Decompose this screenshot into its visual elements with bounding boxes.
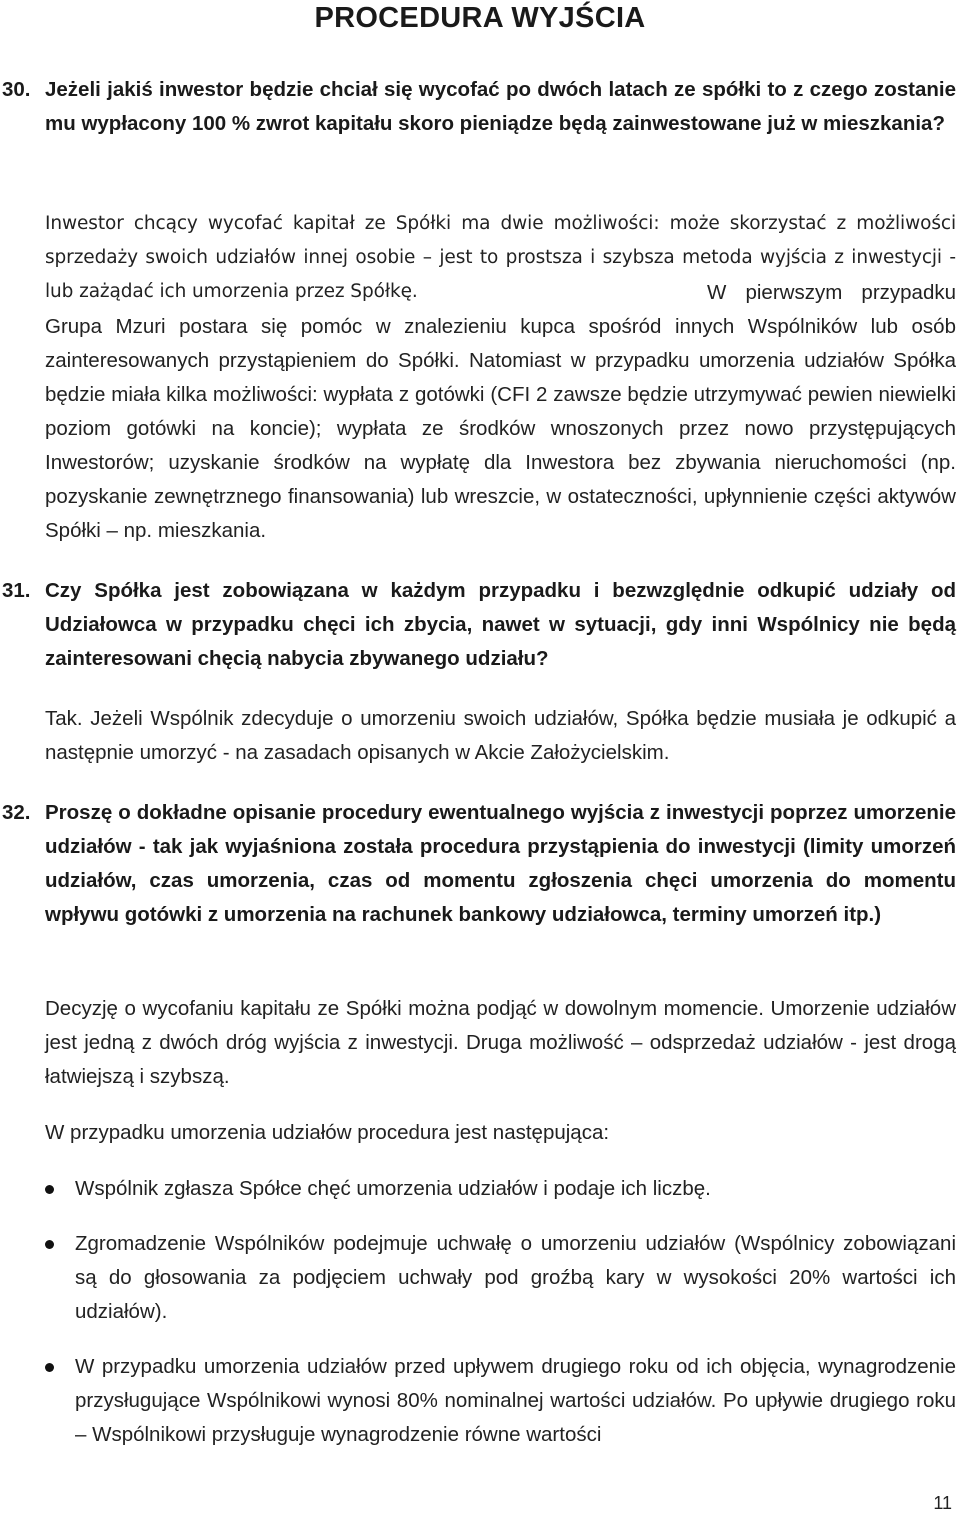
question-text: Czy Spółka jest zobowiązana w każdym przypadku i bezwzględnie odkupić udziały od Udziałowca w przypadku chęci ich zbycia, nawet w sytuacji, gdy inni Wspólnicy nie będą zainteresowani chęcią nabycia zbywanego udziału? bbox=[45, 579, 956, 670]
document-title: PROCEDURA WYJŚCIA bbox=[314, 2, 646, 34]
bullet-icon bbox=[45, 1363, 54, 1372]
question-text: Proszę o dokładne opisanie procedury ewentualnego wyjścia z inwestycji poprzez umorzenie udziałów - tak jak wyjaśniona została procedura przystąpienia do inwestycji (limity umorzeń udziałów, czas umorzenia, czas od momentu zgłoszenia chęci umorzenia do momentu wpływu gotówki z umorzenia na rachunek bankowy udziałowca, terminy umorzeń itp.) bbox=[45, 801, 956, 926]
question-number: 30. bbox=[2, 78, 31, 101]
question-number: 32. bbox=[2, 801, 31, 824]
page-number: 11 bbox=[933, 1493, 952, 1513]
answer-32: Decyzję o wycofaniu kapitału ze Spółki można podjąć w dowolnym momencie. Umorzenie udziałów jest jedną z dwóch dróg wyjścia z inwestycji. Druga możliwość – odsprzedaż udziałów - jest drogą łatwiejszą i szybszą. bbox=[45, 997, 956, 1088]
answer-31: Tak. Jeżeli Wspólnik zdecyduje o umorzeniu swoich udziałów, Spółka będzie musiała je odkupić a następnie umorzyć - na zasadach opisanych w Akcie Założycielskim. bbox=[45, 707, 956, 764]
bullet-icon bbox=[45, 1240, 54, 1249]
list-item-text: Zgromadzenie Wspólników podejmuje uchwałę o umorzeniu udziałów (Wspólnicy zobowiązani są do głosowania za podjęciem uchwały pod groźbą kary w wysokości 20% wartości ich udziałów). bbox=[75, 1232, 956, 1323]
bullet-icon bbox=[45, 1185, 54, 1194]
list-item-text: Wspólnik zgłasza Spółce chęć umorzenia udziałów i podaje ich liczbę. bbox=[75, 1177, 711, 1200]
answer-30-part2: W pierwszym przypadku Grupa Mzuri postara się pomóc w znalezieniu kupca spośród innych Wspólników lub osób zainteresowanych przystąpieniem do Spółki. Natomiast w przypadku umorzenia udziałów Spółka będzie miała kilka możliwości: wypłata z gotówki (CFI 2 zawsze będzie utrzymywać pewien niewielki poziom gotówki na koncie); wypłata ze środków wnoszonych przez nowo przystępujących Inwestorów; uzyskanie środków na wypłatę dla Inwestora bez zbywania nieruchomości (np. pozyskanie zewnętrznego finansowania) lub wreszcie, w ostateczności, upłynnienie części aktywów Spółki – np. mieszkania. bbox=[45, 281, 956, 542]
list-item-text: W przypadku umorzenia udziałów przed upływem drugiego roku od ich objęcia, wynagrodzenie przysługujące Wspólnikowi wynosi 80% nominalnej wartości udziałów. Po upływie drugiego roku – Wspólnikowi przysługuje wynagrodzenie równe wartości bbox=[75, 1355, 956, 1446]
answer-30-part1: Inwestor chcący wycofać kapitał ze Spółki ma dwie możliwości: może skorzystać z możliwości sprzedaży swoich udziałów innej osobie – jest to prostsza i szybsza metoda wyjścia z inwestycji - lub zażądać ich umorzenia przez Spółkę. bbox=[45, 213, 956, 302]
procedure-intro: W przypadku umorzenia udziałów procedura jest następująca: bbox=[45, 1121, 610, 1144]
question-text: Jeżeli jakiś inwestor będzie chciał się wycofać po dwóch latach ze spółki to z czego zostanie mu wypłacony 100 % zwrot kapitału skoro pieniądze będą zainwestowane już w mieszkania? bbox=[45, 78, 956, 135]
question-number: 31. bbox=[2, 579, 31, 602]
